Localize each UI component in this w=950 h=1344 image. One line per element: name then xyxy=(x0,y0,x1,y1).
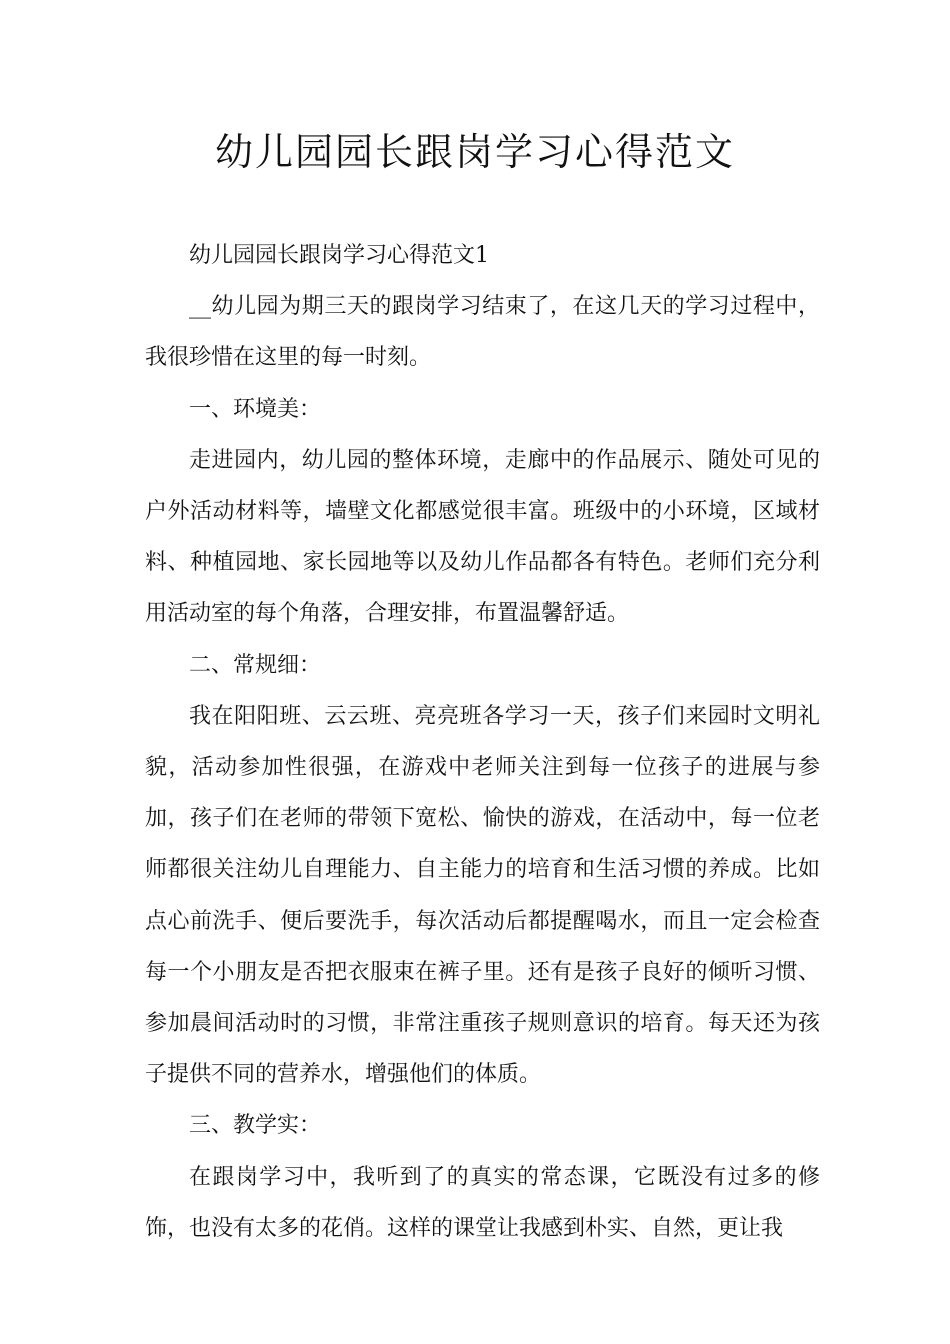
section-paragraph-environment: 走进园内，幼儿园的整体环境，走廊中的作品展示、随处可见的户外活动材料等，墙壁文化都感觉很丰富。班级中的小环境，区域材料、种植园地、家长园地等以及幼儿作品都各有特色。老师们充分利用活动室的每个角落，合理安排，布置温馨舒适。 xyxy=(145,447,820,627)
section-heading-teaching: 三、教学实： xyxy=(189,1113,322,1139)
document-subtitle: 幼儿园园长跟岗学习心得范文1 xyxy=(189,243,489,268)
section-heading-routine: 二、常规细： xyxy=(189,652,322,678)
document-title: 幼儿园园长跟岗学习心得范文 xyxy=(214,130,735,174)
section-paragraph-routine: 我在阳阳班、云云班、亮亮班各学习一天，孩子们来园时文明礼貌，活动参加性很强，在游戏中老师关注到每一位孩子的进展与参加，孩子们在老师的带领下宽松、愉快的游戏，在活动中，每一位老师都很关注幼儿自理能力、自主能力的培育和生活习惯的养成。比如点心前洗手、便后要洗手，每次活动后都提醒喝水，而且一定会检查每一个小朋友是否把衣服束在裤子里。还有是孩子良好的倾听习惯、参加晨间活动时的习惯，非常注重孩子规则意识的培育。每天还为孩子提供不同的营养水，增强他们的体质。 xyxy=(145,703,820,1088)
section-heading-environment: 一、环境美： xyxy=(189,396,322,422)
section-paragraph-teaching: 在跟岗学习中，我听到了的真实的常态课，它既没有过多的修饰，也没有太多的花俏。这样的课堂让我感到朴实、自然，更让我 xyxy=(145,1164,820,1241)
document-body xyxy=(145,230,820,1254)
intro-paragraph: __幼儿园为期三天的跟岗学习结束了，在这几天的学习过程中，我很珍惜在这里的每一时刻。 xyxy=(145,294,820,371)
